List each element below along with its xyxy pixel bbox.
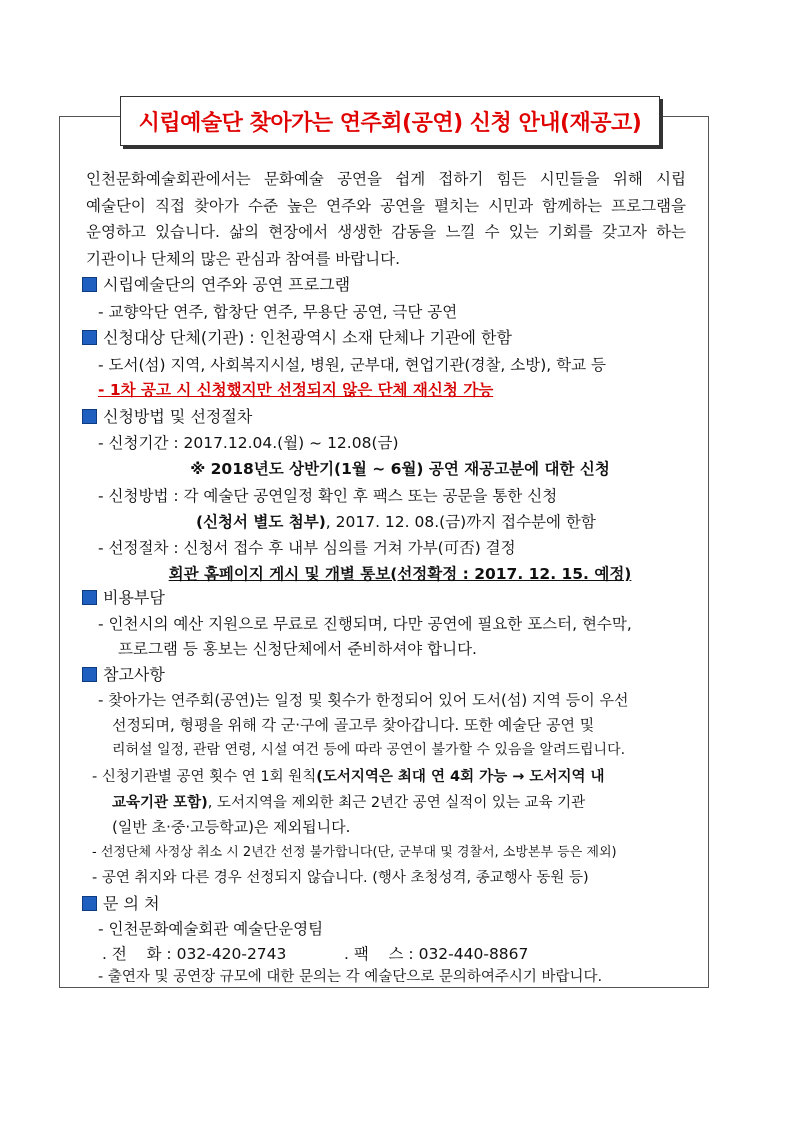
- page-title: 시립예술단 찾아가는 연주회(공연) 신청 안내(재공고): [138, 110, 642, 136]
- square-bullet-icon: [82, 277, 97, 292]
- target-item: - 도서(섬) 지역, 사회복지시설, 병원, 군부대, 현업기관(경찰, 소방), 학교 등: [98, 356, 606, 374]
- cost-line: - 인천시의 예산 지원으로 무료로 진행되며, 다만 공연에 필요한 포스터, 현수막,: [98, 615, 632, 633]
- contact-team: - 인천문화예술회관 예술단운영팀: [98, 920, 324, 938]
- intro-line: 운영하고 있습니다. 삶의 현장에서 생생한 감동을 느낄 수 있는 기회를 갖고자 하는: [86, 223, 686, 241]
- contact-phone: . 전 화 : 032-420-2743: [102, 945, 287, 963]
- attach-note: (신청서 별도 첨부): [196, 513, 326, 531]
- title-box: [120, 96, 660, 146]
- program-item: - 교향악단 연주, 합창단 연주, 무용단 공연, 극단 공연: [98, 303, 458, 321]
- notes-line: - 공연 취지와 다른 경우 선정되지 않습니다. (행사 초청성격, 종교행사 동원 등): [92, 870, 589, 886]
- contact-fax: . 팩 스 : 032-440-8867: [344, 945, 529, 963]
- section-heading-notes: 참고사항: [82, 662, 165, 685]
- method-apply: - 신청방법 : 각 예술단 공연일정 확인 후 팩스 또는 공문을 통한 신청: [98, 487, 558, 505]
- square-bullet-icon: [82, 667, 97, 682]
- method-select-note: 회관 홈페이지 게시 및 개별 통보(선정확정 : 2017. 12. 15. 예정): [168, 565, 632, 583]
- intro-line: 기관이나 단체의 많은 관심과 참여를 바랍니다.: [86, 249, 401, 268]
- section-heading-program: 시립예술단의 연주와 공연 프로그램: [82, 272, 350, 295]
- intro-line: 예술단이 직접 찾아가 수준 높은 연주와 공연을 펼치는 시민과 함께하는 프로그램을: [86, 196, 686, 215]
- square-bullet-icon: [82, 590, 97, 605]
- section-heading-contact: 문 의 처: [82, 891, 160, 914]
- method-period: - 신청기간 : 2017.12.04.(월) ~ 12.08(금): [98, 434, 399, 452]
- notes-line: 리허설 일정, 관람 연령, 시설 여건 등에 따라 공연이 불가할 수 있음을 알려드립니다.: [112, 742, 626, 758]
- cost-line: 프로그램 등 홍보는 신청단체에서 준비하셔야 합니다.: [118, 640, 477, 658]
- section-heading-method: 신청방법 및 선정절차: [82, 404, 252, 427]
- notes-line: 선정되며, 형평을 위해 각 군·구에 골고루 찾아갑니다. 또한 예술단 공연 및: [112, 716, 595, 734]
- target-reapply-note: - 1차 공고 시 신청했지만 선정되지 않은 단체 재신청 가능: [98, 381, 494, 399]
- notes-line: - 찾아가는 연주회(공연)는 일정 및 횟수가 한정되어 있어 도서(섬) 지역 등이 우선: [98, 691, 629, 709]
- notes-line: (일반 초·중·고등학교)은 제외됩니다.: [112, 818, 351, 836]
- section-heading-target: 신청대상 단체(기관) : 인천광역시 소재 단체나 기관에 한함: [82, 325, 512, 348]
- intro-paragraph: [86, 166, 686, 272]
- section-heading-cost: 비용부담: [82, 585, 165, 608]
- method-select: - 선정절차 : 신청서 접수 후 내부 심의를 거쳐 가부(可否) 결정: [98, 539, 516, 557]
- intro-line: 인천문화예술회관에서는 문화예술 공연을 쉽게 접하기 힘든 시민들을 위해 시립: [86, 170, 686, 188]
- notes-line: 교육기관 포함), 도서지역을 제외한 최근 2년간 공연 실적이 있는 교육 기관: [112, 795, 586, 811]
- notes-line: - 선정단체 사정상 취소 시 2년간 선정 불가합니다(단, 군부대 및 경찰서, 소방본부 등은 제외): [92, 845, 617, 860]
- method-apply-detail: (신청서 별도 첨부), 2017. 12. 08.(금)까지 접수분에 한함: [196, 513, 596, 531]
- square-bullet-icon: [82, 409, 97, 424]
- notes-line: - 신청기관별 공연 횟수 연 1회 원칙(도서지역은 최대 연 4회 가능 → 도서지역 내: [92, 769, 605, 785]
- contact-note: - 출연자 및 공연장 규모에 대한 문의는 각 예술단으로 문의하여주시기 바랍니다.: [98, 969, 603, 985]
- square-bullet-icon: [82, 896, 97, 911]
- square-bullet-icon: [82, 330, 97, 345]
- method-period-note: ※ 2018년도 상반기(1월 ~ 6월) 공연 재공고분에 대한 신청: [190, 460, 610, 478]
